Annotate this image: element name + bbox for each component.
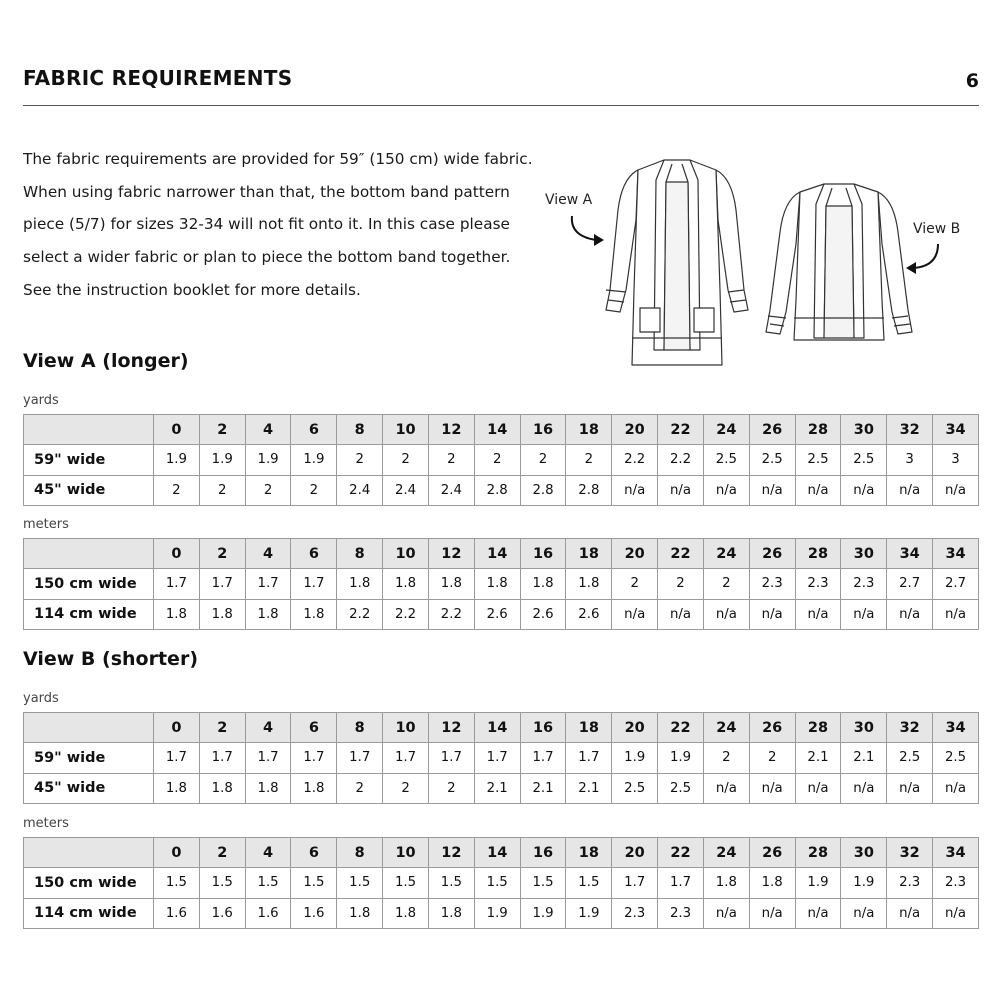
table-row: [24, 445, 979, 475]
yardage-cell: 2: [199, 475, 245, 505]
yardage-cell: 2.3: [841, 569, 887, 599]
intro-paragraph: [23, 143, 543, 307]
yardage-cell: 1.7: [291, 569, 337, 599]
yardage-cell: 2.5: [933, 743, 979, 773]
size-header-cell: 4: [245, 415, 291, 445]
yardage-cell: n/a: [887, 773, 933, 803]
yardage-cell: 2.5: [703, 445, 749, 475]
yardage-cell: n/a: [612, 599, 658, 629]
yardage-cell: 1.7: [199, 743, 245, 773]
yardage-cell: 2: [520, 445, 566, 475]
yardage-cell: n/a: [749, 475, 795, 505]
view-a-arrowhead-icon: [594, 234, 604, 246]
size-header-cell: 14: [474, 713, 520, 743]
size-header-cell: 2: [199, 838, 245, 868]
yardage-cell: 2.1: [566, 773, 612, 803]
size-header-cell: 22: [658, 838, 704, 868]
table-row: [24, 773, 979, 803]
yardage-cell: n/a: [703, 898, 749, 928]
size-header-row: [24, 415, 979, 445]
yardage-cell: 2.5: [612, 773, 658, 803]
view-b-title: View B (shorter): [23, 648, 198, 670]
fabric-width-label: 45" wide: [24, 475, 154, 505]
yardage-cell: n/a: [841, 898, 887, 928]
size-header-cell: 10: [383, 415, 429, 445]
yardage-cell: 2.8: [474, 475, 520, 505]
size-header-cell: 28: [795, 539, 841, 569]
yardage-cell: 1.9: [658, 743, 704, 773]
intro-line: piece (5/7) for sizes 32-34 will not fit onto it. In this case please: [23, 215, 510, 234]
size-header-cell: 0: [154, 713, 200, 743]
size-header-cell: 34: [933, 415, 979, 445]
yardage-cell: 1.9: [474, 898, 520, 928]
yardage-cell: 1.9: [566, 898, 612, 928]
yardage-cell: n/a: [703, 599, 749, 629]
view-a-cardigan-drawing: [606, 160, 748, 365]
fabric-width-label: 150 cm wide: [24, 569, 154, 599]
size-header-row: [24, 838, 979, 868]
yardage-cell: 2: [658, 569, 704, 599]
yardage-cell: 2: [612, 569, 658, 599]
yardage-cell: 2.1: [841, 743, 887, 773]
yardage-cell: 1.9: [612, 743, 658, 773]
yardage-cell: 2.1: [474, 773, 520, 803]
size-header-cell: 4: [245, 539, 291, 569]
yardage-cell: n/a: [795, 475, 841, 505]
size-header-cell: 16: [520, 713, 566, 743]
yardage-cell: 1.7: [428, 743, 474, 773]
yardage-cell: 1.9: [154, 445, 200, 475]
yardage-cell: 2.8: [566, 475, 612, 505]
yardage-cell: 1.7: [245, 569, 291, 599]
header-corner-cell: [24, 415, 154, 445]
yardage-cell: 2: [566, 445, 612, 475]
size-header-cell: 26: [749, 415, 795, 445]
yardage-cell: 2.5: [749, 445, 795, 475]
yardage-cell: n/a: [703, 773, 749, 803]
size-header-cell: 0: [154, 838, 200, 868]
size-header-cell: 24: [703, 539, 749, 569]
size-header-cell: 30: [841, 539, 887, 569]
yardage-cell: 2: [383, 445, 429, 475]
size-header-cell: 18: [566, 415, 612, 445]
yardage-cell: 1.8: [199, 599, 245, 629]
yardage-cell: 1.8: [245, 599, 291, 629]
size-header-cell: 26: [749, 838, 795, 868]
table-row: [24, 475, 979, 505]
view-a-meters-table: [23, 538, 979, 630]
yardage-cell: 1.7: [337, 743, 383, 773]
fabric-width-label: 114 cm wide: [24, 898, 154, 928]
yardage-cell: 1.9: [841, 868, 887, 898]
yardage-cell: 1.5: [154, 868, 200, 898]
yardage-cell: 1.8: [337, 569, 383, 599]
yardage-cell: 2: [154, 475, 200, 505]
yardage-cell: 1.5: [245, 868, 291, 898]
size-header-cell: 14: [474, 415, 520, 445]
cardigan-illustration: [530, 140, 980, 380]
yardage-cell: 1.7: [474, 743, 520, 773]
yardage-cell: 1.8: [291, 599, 337, 629]
yardage-cell: 1.5: [428, 868, 474, 898]
size-header-cell: 30: [841, 838, 887, 868]
yardage-cell: 1.8: [154, 773, 200, 803]
size-header-cell: 30: [841, 713, 887, 743]
yardage-cell: 1.7: [291, 743, 337, 773]
intro-line: See the instruction booklet for more details.: [23, 280, 361, 299]
size-header-cell: 16: [520, 539, 566, 569]
yardage-cell: 2.3: [658, 898, 704, 928]
size-header-cell: 24: [703, 713, 749, 743]
yardage-cell: 1.9: [199, 445, 245, 475]
yardage-cell: 1.8: [291, 773, 337, 803]
yardage-cell: 1.8: [474, 569, 520, 599]
table-row: [24, 868, 979, 898]
fabric-width-label: 59" wide: [24, 743, 154, 773]
yardage-cell: 1.5: [566, 868, 612, 898]
yardage-cell: 2: [474, 445, 520, 475]
yardage-cell: 1.9: [291, 445, 337, 475]
size-header-cell: 12: [428, 713, 474, 743]
view-b-pointer-arrow: [914, 244, 938, 268]
yardage-cell: 2: [428, 445, 474, 475]
yardage-cell: 2.6: [474, 599, 520, 629]
yardage-cell: 2: [383, 773, 429, 803]
yardage-cell: 1.8: [383, 898, 429, 928]
view-b-yards-table: [23, 712, 979, 804]
yardage-cell: 2.1: [795, 743, 841, 773]
yardage-cell: n/a: [887, 898, 933, 928]
yardage-cell: 2.5: [841, 445, 887, 475]
yardage-cell: 2.2: [428, 599, 474, 629]
size-header-cell: 0: [154, 415, 200, 445]
yardage-cell: n/a: [887, 475, 933, 505]
size-header-cell: 34: [933, 838, 979, 868]
yardage-cell: 1.8: [703, 868, 749, 898]
header-corner-cell: [24, 713, 154, 743]
yardage-cell: n/a: [841, 599, 887, 629]
size-header-cell: 14: [474, 838, 520, 868]
yardage-cell: n/a: [749, 599, 795, 629]
yardage-cell: 2.1: [520, 773, 566, 803]
size-header-cell: 10: [383, 713, 429, 743]
yardage-cell: 1.7: [520, 743, 566, 773]
size-header-cell: 12: [428, 539, 474, 569]
size-header-cell: 0: [154, 539, 200, 569]
yardage-cell: 1.9: [245, 445, 291, 475]
yardage-cell: n/a: [749, 773, 795, 803]
size-header-cell: 6: [291, 415, 337, 445]
yardage-cell: 1.6: [291, 898, 337, 928]
yardage-cell: 1.8: [520, 569, 566, 599]
table-row: [24, 898, 979, 928]
size-header-cell: 16: [520, 415, 566, 445]
yardage-cell: n/a: [933, 475, 979, 505]
table-row: [24, 743, 979, 773]
fabric-width-label: 150 cm wide: [24, 868, 154, 898]
yardage-cell: 1.7: [154, 743, 200, 773]
yardage-cell: n/a: [658, 475, 704, 505]
size-header-cell: 6: [291, 838, 337, 868]
size-header-cell: 18: [566, 539, 612, 569]
yardage-cell: n/a: [795, 898, 841, 928]
yardage-cell: n/a: [841, 773, 887, 803]
fabric-width-label: 45" wide: [24, 773, 154, 803]
yardage-cell: 2: [291, 475, 337, 505]
yardage-cell: 1.6: [199, 898, 245, 928]
yardage-cell: n/a: [658, 599, 704, 629]
yardage-cell: 1.5: [474, 868, 520, 898]
intro-line: select a wider fabric or plan to piece the bottom band together.: [23, 248, 511, 267]
yardage-cell: n/a: [749, 898, 795, 928]
size-header-cell: 26: [749, 713, 795, 743]
yardage-cell: 2: [337, 445, 383, 475]
yardage-cell: 1.8: [749, 868, 795, 898]
yardage-cell: 2.5: [795, 445, 841, 475]
size-header-cell: 20: [612, 415, 658, 445]
fabric-width-label: 59" wide: [24, 445, 154, 475]
yardage-cell: 2.8: [520, 475, 566, 505]
yardage-cell: 2.6: [566, 599, 612, 629]
header-corner-cell: [24, 838, 154, 868]
yardage-cell: 2: [337, 773, 383, 803]
size-header-cell: 32: [887, 415, 933, 445]
size-header-cell: 24: [703, 415, 749, 445]
view-a-label: View A: [545, 192, 593, 208]
yardage-cell: 2.4: [383, 475, 429, 505]
yardage-cell: 1.7: [383, 743, 429, 773]
yardage-cell: n/a: [795, 773, 841, 803]
size-header-cell: 6: [291, 539, 337, 569]
yardage-cell: 2.3: [795, 569, 841, 599]
size-header-cell: 34: [933, 713, 979, 743]
yardage-cell: 1.8: [428, 898, 474, 928]
size-header-row: [24, 713, 979, 743]
view-a-meters-unit: meters: [23, 517, 69, 532]
yardage-cell: 1.5: [383, 868, 429, 898]
size-header-cell: 8: [337, 539, 383, 569]
yardage-cell: 2: [245, 475, 291, 505]
size-header-cell: 16: [520, 838, 566, 868]
yardage-cell: 1.9: [520, 898, 566, 928]
yardage-cell: 1.5: [337, 868, 383, 898]
view-a-pointer-arrow: [572, 216, 596, 240]
yardage-cell: 1.7: [245, 743, 291, 773]
view-b-cardigan-drawing: [766, 184, 912, 340]
size-header-cell: 2: [199, 713, 245, 743]
size-header-cell: 14: [474, 539, 520, 569]
yardage-cell: 2.3: [749, 569, 795, 599]
header-corner-cell: [24, 539, 154, 569]
yardage-cell: n/a: [933, 773, 979, 803]
yardage-cell: 1.9: [795, 868, 841, 898]
yardage-cell: 3: [933, 445, 979, 475]
size-header-cell: 18: [566, 713, 612, 743]
yardage-cell: 2.7: [933, 569, 979, 599]
yardage-cell: 1.7: [199, 569, 245, 599]
yardage-cell: 1.8: [566, 569, 612, 599]
yardage-cell: 2: [703, 743, 749, 773]
page-header: [23, 66, 979, 106]
yardage-cell: 2.4: [337, 475, 383, 505]
yardage-cell: n/a: [933, 599, 979, 629]
yardage-cell: 1.7: [612, 868, 658, 898]
view-a-yards-table: [23, 414, 979, 506]
yardage-cell: 2.5: [887, 743, 933, 773]
size-header-cell: 26: [749, 539, 795, 569]
yardage-cell: 1.7: [658, 868, 704, 898]
size-header-cell: 10: [383, 539, 429, 569]
yardage-cell: 3: [887, 445, 933, 475]
fabric-width-label: 114 cm wide: [24, 599, 154, 629]
yardage-cell: 1.5: [520, 868, 566, 898]
yardage-cell: 2.2: [383, 599, 429, 629]
yardage-cell: 1.7: [154, 569, 200, 599]
size-header-cell: 34: [933, 539, 979, 569]
size-header-cell: 6: [291, 713, 337, 743]
page-title: FABRIC REQUIREMENTS: [23, 66, 293, 90]
size-header-cell: 2: [199, 539, 245, 569]
yardage-cell: n/a: [795, 599, 841, 629]
size-header-cell: 8: [337, 838, 383, 868]
table-row: [24, 569, 979, 599]
yardage-cell: 2: [749, 743, 795, 773]
yardage-cell: 1.8: [383, 569, 429, 599]
size-header-cell: 20: [612, 539, 658, 569]
yardage-cell: n/a: [887, 599, 933, 629]
view-a-title: View A (longer): [23, 350, 189, 372]
yardage-cell: 2: [428, 773, 474, 803]
size-header-cell: 28: [795, 838, 841, 868]
yardage-cell: 1.8: [154, 599, 200, 629]
yardage-cell: 1.8: [199, 773, 245, 803]
yardage-cell: 2.5: [658, 773, 704, 803]
intro-line: When using fabric narrower than that, the bottom band pattern: [23, 182, 510, 201]
yardage-cell: 2: [703, 569, 749, 599]
yardage-cell: 1.5: [291, 868, 337, 898]
size-header-cell: 18: [566, 838, 612, 868]
size-header-cell: 20: [612, 713, 658, 743]
size-header-cell: 8: [337, 713, 383, 743]
size-header-cell: 20: [612, 838, 658, 868]
size-header-cell: 2: [199, 415, 245, 445]
size-header-cell: 28: [795, 713, 841, 743]
yardage-cell: n/a: [933, 898, 979, 928]
yardage-cell: 1.8: [428, 569, 474, 599]
yardage-cell: 2.3: [933, 868, 979, 898]
yardage-cell: 2.7: [887, 569, 933, 599]
size-header-cell: 22: [658, 539, 704, 569]
yardage-cell: 1.7: [566, 743, 612, 773]
yardage-cell: 2.3: [612, 898, 658, 928]
view-b-meters-unit: meters: [23, 816, 69, 831]
yardage-cell: 1.6: [154, 898, 200, 928]
intro-line: The fabric requirements are provided for 59″ (150 cm) wide fabric.: [23, 150, 533, 168]
yardage-cell: 1.5: [199, 868, 245, 898]
size-header-cell: 12: [428, 415, 474, 445]
yardage-cell: 2.6: [520, 599, 566, 629]
size-header-row: [24, 539, 979, 569]
size-header-cell: 24: [703, 838, 749, 868]
yardage-cell: 1.8: [337, 898, 383, 928]
view-b-arrowhead-icon: [906, 262, 916, 274]
table-row: [24, 599, 979, 629]
size-header-cell: 28: [795, 415, 841, 445]
size-header-cell: 8: [337, 415, 383, 445]
yardage-cell: n/a: [841, 475, 887, 505]
yardage-cell: n/a: [612, 475, 658, 505]
size-header-cell: 34: [887, 539, 933, 569]
yardage-cell: 1.8: [245, 773, 291, 803]
yardage-cell: 1.6: [245, 898, 291, 928]
page-number: 6: [965, 70, 979, 92]
yardage-cell: 2.2: [337, 599, 383, 629]
view-b-meters-table: [23, 837, 979, 929]
view-b-label: View B: [913, 221, 961, 237]
view-b-yards-unit: yards: [23, 691, 59, 706]
size-header-cell: 4: [245, 838, 291, 868]
size-header-cell: 4: [245, 713, 291, 743]
yardage-cell: n/a: [703, 475, 749, 505]
size-header-cell: 32: [887, 713, 933, 743]
size-header-cell: 32: [887, 838, 933, 868]
size-header-cell: 30: [841, 415, 887, 445]
yardage-cell: 2.2: [612, 445, 658, 475]
size-header-cell: 22: [658, 713, 704, 743]
yardage-cell: 2.2: [658, 445, 704, 475]
yardage-cell: 2.4: [428, 475, 474, 505]
view-a-yards-unit: yards: [23, 393, 59, 408]
size-header-cell: 22: [658, 415, 704, 445]
size-header-cell: 12: [428, 838, 474, 868]
yardage-cell: 2.3: [887, 868, 933, 898]
size-header-cell: 10: [383, 838, 429, 868]
